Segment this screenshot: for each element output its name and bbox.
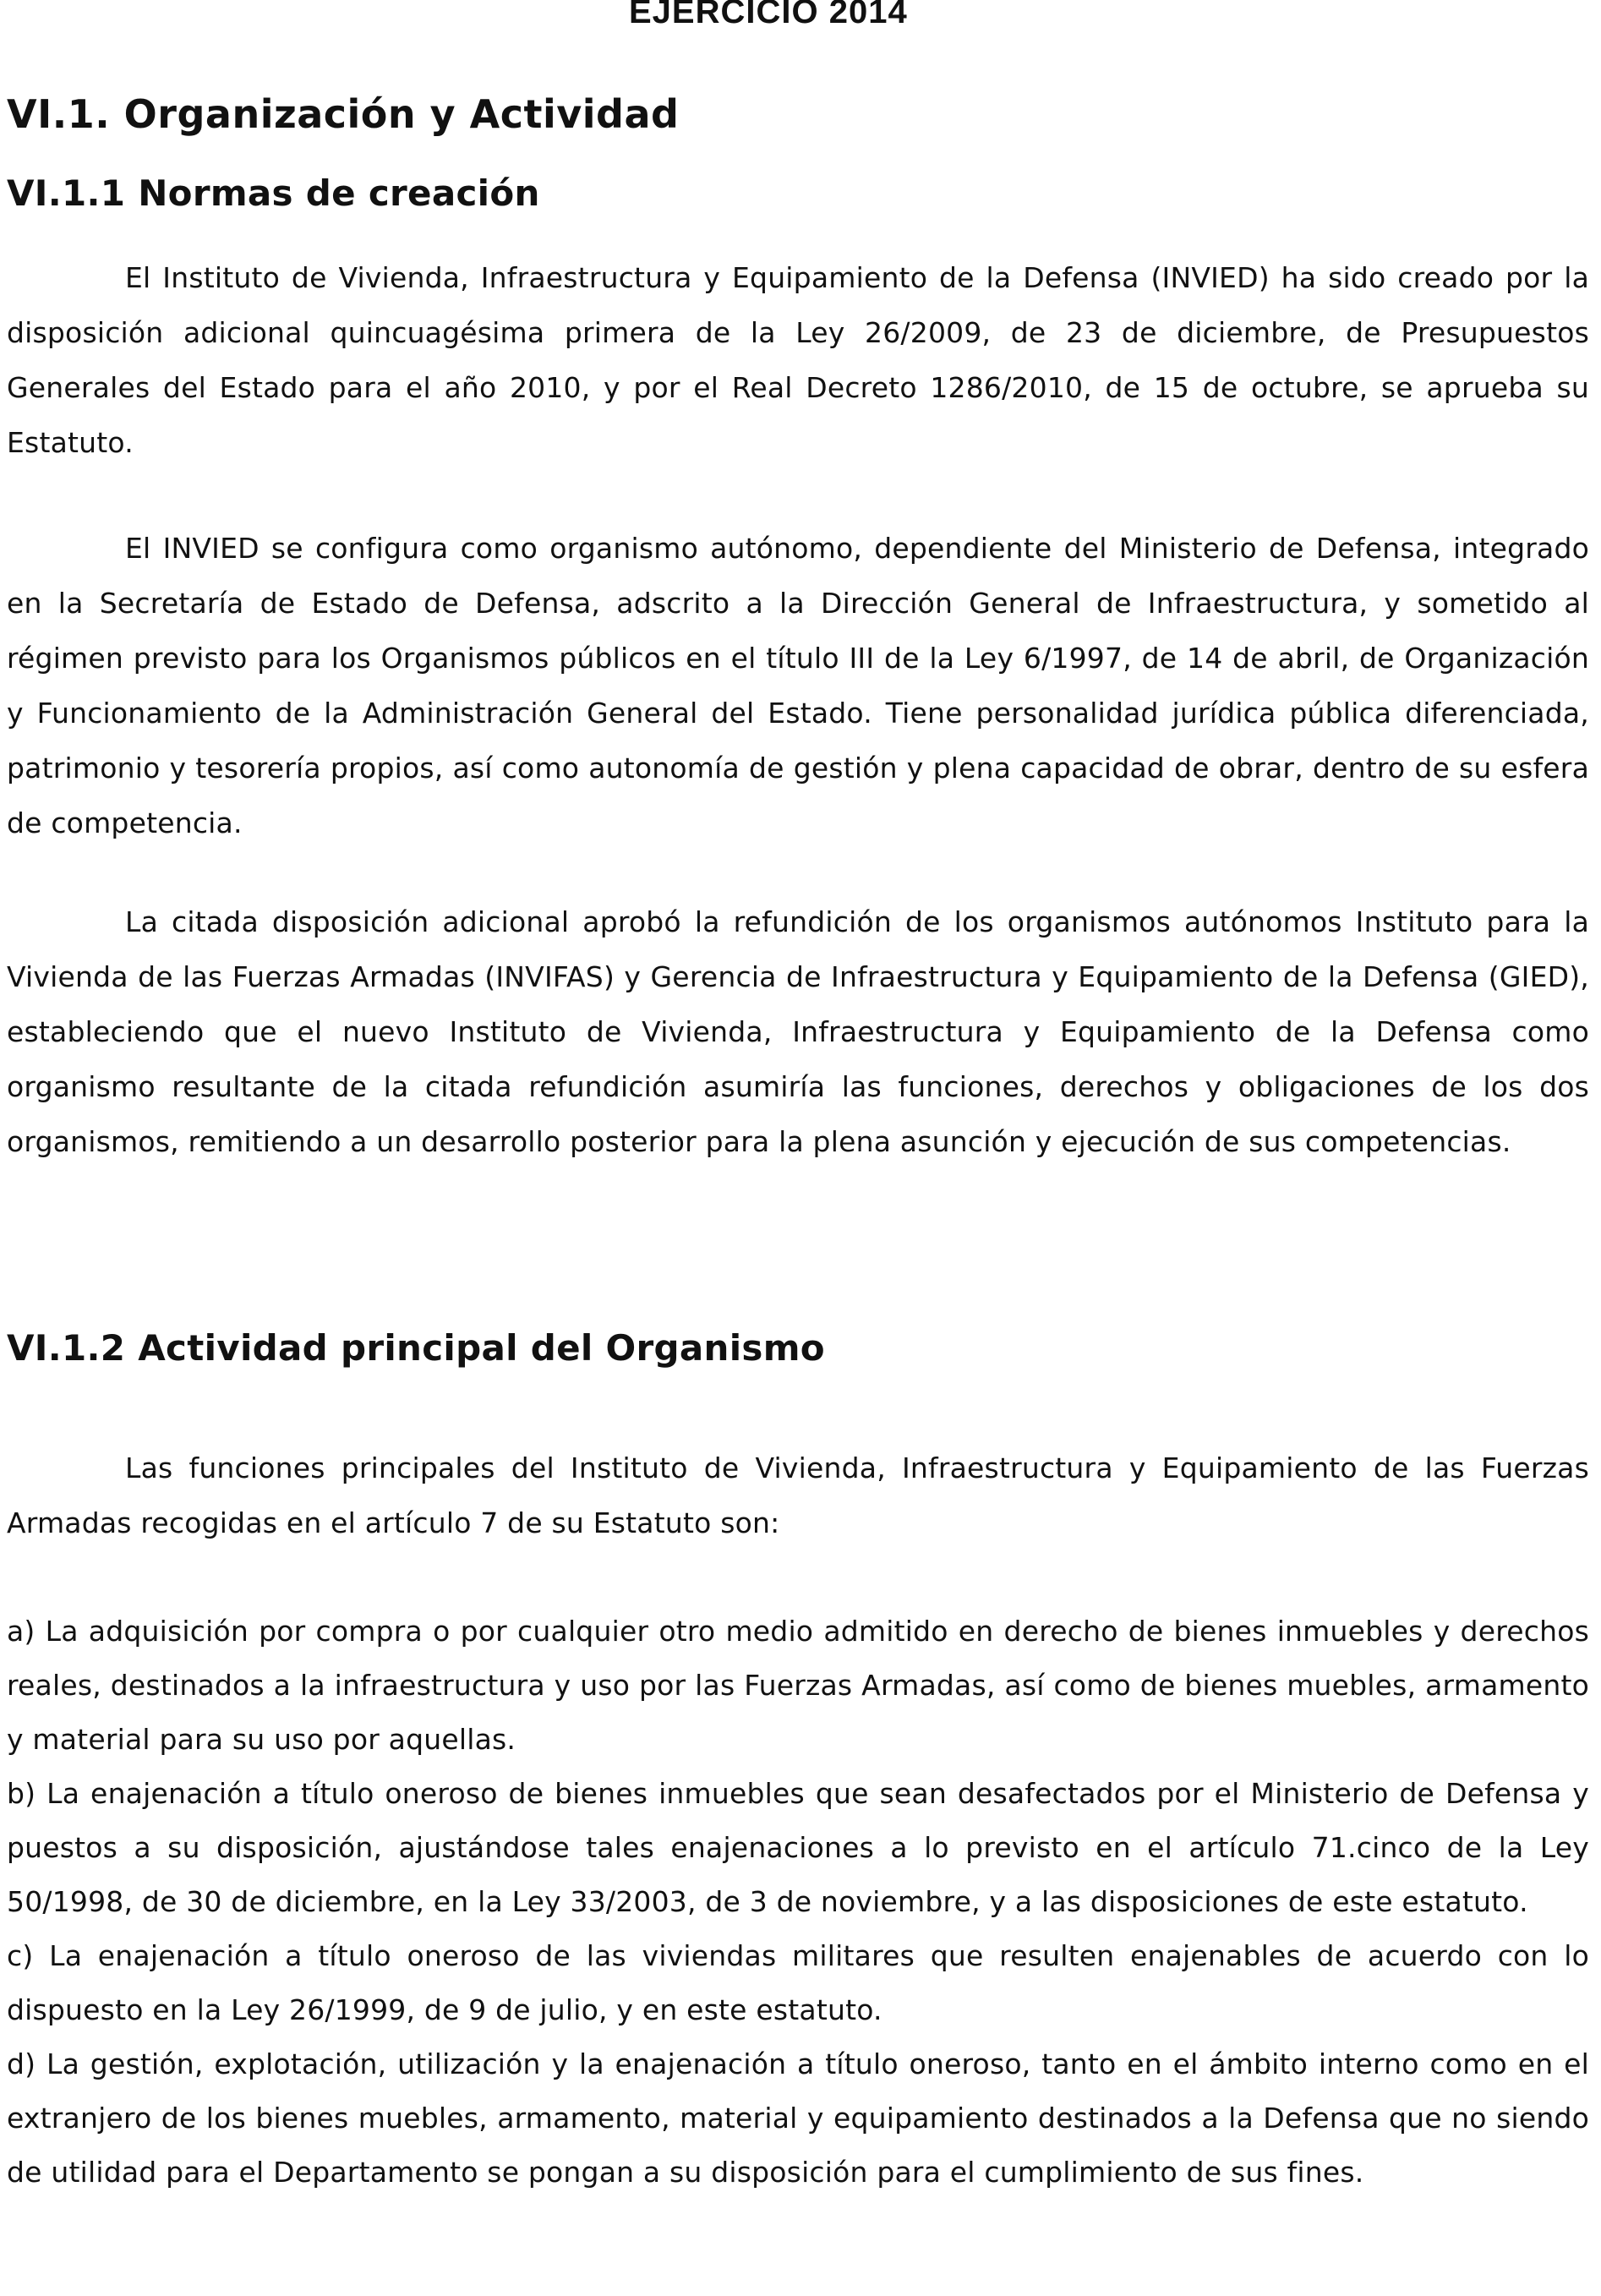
paragraph-configuration: El INVIED se configura como organismo autónomo, dependiente del Ministerio de Defensa, integrado en la Secretaría de Estado de Defensa, adscrito a la Dirección General de Infraestructura, y sometido al régimen previsto para los Organismos públicos en el título III de la Ley 6/1997, de 14 de abril, de Organización y Funcionamiento de la Administración General del Estado. Tiene personalidad jurídica pública diferenciada, patrimonio y tesorería propios, así como autonomía de gestión y plena capacidad de obrar, dentro de su esfera de competencia.: [7, 532, 1589, 839]
functions-list: [7, 1604, 1589, 2200]
paragraph-creation: El Instituto de Vivienda, Infraestructura y Equipamiento de la Defensa (INVIED) ha sido creado por la disposición adicional quincuagésima primera de la Ley 26/2009, de 23 de diciembre, de Presupuestos Generales del Estado para el año 2010, y por el Real Decreto 1286/2010, de 15 de octubre, se aprueba su Estatuto.: [7, 261, 1589, 459]
exercise-header: EJERCICIO 2014: [629, 0, 908, 30]
list-item: b) La enajenación a título oneroso de bienes inmuebles que sean desafectados por el Ministerio de Defensa y puestos a su disposición, ajustándose tales enajenaciones a lo previsto en el artículo 71.cinco de la Ley 50/1998, de 30 de diciembre, en la Ley 33/2003, de 3 de noviembre, y a las disposiciones de este estatuto.: [7, 1777, 1589, 1918]
subsection-2-title: VI.1.2 Actividad principal del Organismo: [7, 1327, 825, 1369]
paragraph-refundicion: La citada disposición adicional aprobó la refundición de los organismos autónomos Instituto para la Vivienda de las Fuerzas Armadas (INVIFAS) y Gerencia de Infraestructura y Equipamiento de la Defensa (GIED), estableciendo que el nuevo Instituto de Vivienda, Infraestructura y Equipamiento de la Defensa como organismo resultante de la citada refundición asumiría las funciones, derechos y obligaciones de los dos organismos, remitiendo a un desarrollo posterior para la plena asunción y ejecución de sus competencias.: [7, 905, 1589, 1158]
subsection-1-title: VI.1.1 Normas de creación: [7, 172, 540, 214]
list-item: c) La enajenación a título oneroso de las viviendas militares que resulten enajenables de acuerdo con lo dispuesto en la Ley 26/1999, de 9 de julio, y en este estatuto.: [7, 1939, 1589, 2026]
list-item: d) La gestión, explotación, utilización y la enajenación a título oneroso, tanto en el ámbito interno como en el extranjero de los bienes muebles, armamento, material y equipamiento destinados a la Defensa que no siendo de utilidad para el Departamento se pongan a su disposición para el cumplimiento de sus fines.: [7, 2047, 1589, 2189]
list-item: a) La adquisición por compra o por cualquier otro medio admitido en derecho de bienes inmuebles y derechos reales, destinados a la infraestructura y uso por las Fuerzas Armadas, así como de bienes muebles, armamento y material para su uso por aquellas.: [7, 1615, 1589, 1756]
paragraph-functions-intro: Las funciones principales del Instituto de Vivienda, Infraestructura y Equipamiento de las Fuerzas Armadas recogidas en el artículo 7 de su Estatuto son:: [7, 1451, 1589, 1539]
section-title: VI.1. Organización y Actividad: [7, 91, 680, 137]
